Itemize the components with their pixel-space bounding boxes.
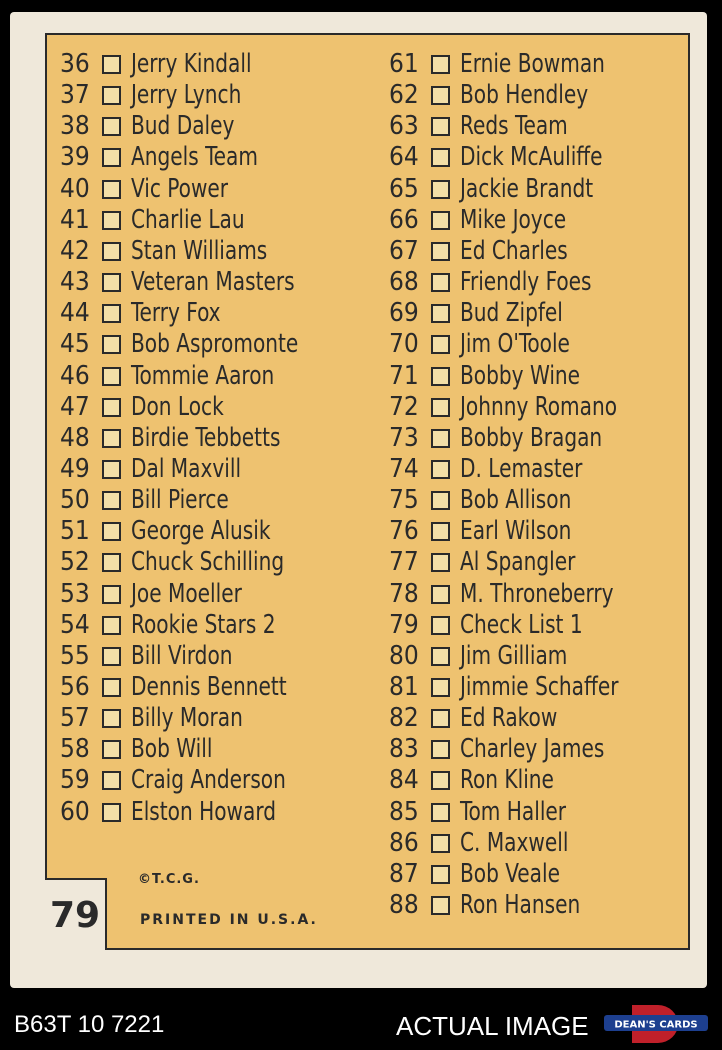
checklist-row xyxy=(389,49,629,80)
player-name: Bob Aspromonte xyxy=(131,329,299,360)
checkbox[interactable] xyxy=(102,148,121,167)
card-number-label: 45 xyxy=(60,329,90,360)
player-name: Bill Virdon xyxy=(131,640,233,671)
card-number-label: 62 xyxy=(389,80,419,111)
checklist-row xyxy=(60,205,263,236)
card-number-label: 41 xyxy=(60,204,90,235)
checkbox[interactable] xyxy=(102,180,121,199)
card-number-label: 56 xyxy=(60,672,90,702)
checkbox[interactable] xyxy=(431,117,450,136)
card-number-label: 81 xyxy=(389,672,419,702)
player-name: Bobby Wine xyxy=(460,360,581,391)
checkbox[interactable] xyxy=(431,896,450,915)
player-name: Dal Maxvill xyxy=(131,453,242,484)
checklist-row xyxy=(60,49,271,80)
checkbox[interactable] xyxy=(431,180,450,199)
card-number-label: 55 xyxy=(60,640,90,671)
checklist-row xyxy=(389,516,590,547)
printed-in-text: PRINTED IN U.S.A. xyxy=(140,912,318,928)
copyright-text: ©T.C.G. xyxy=(138,872,200,887)
player-name: Tommie Aaron xyxy=(131,360,275,391)
checklist-row xyxy=(60,765,311,796)
player-name: Bobby Bragan xyxy=(460,422,603,453)
checkbox[interactable] xyxy=(102,647,121,666)
card-number-label: 39 xyxy=(60,142,90,173)
card-number-label: 85 xyxy=(389,796,419,827)
checkbox[interactable] xyxy=(431,398,450,417)
checklist-row xyxy=(60,454,259,485)
player-name: Joe Moeller xyxy=(131,578,242,609)
checklist-row xyxy=(60,641,249,672)
player-name: Birdie Tebbetts xyxy=(131,422,281,453)
player-name: Ron Kline xyxy=(460,765,554,796)
card-number-label: 61 xyxy=(389,49,419,79)
deans-cards-logo xyxy=(604,1003,708,1045)
checklist-row xyxy=(389,703,573,734)
svg-text:DEAN'S CARDS: DEAN'S CARDS xyxy=(614,1019,698,1031)
checkbox[interactable] xyxy=(431,865,450,884)
checklist-row xyxy=(389,298,580,329)
checkbox[interactable] xyxy=(102,367,121,386)
checkbox[interactable] xyxy=(102,740,121,759)
player-name: Ernie Bowman xyxy=(460,49,605,79)
player-name: Al Spangler xyxy=(460,547,576,578)
checkbox[interactable] xyxy=(431,678,450,697)
checkbox[interactable] xyxy=(431,740,450,759)
card-number-label: 83 xyxy=(389,734,419,765)
player-name: Vic Power xyxy=(131,173,229,204)
checklist-row xyxy=(60,392,239,423)
player-name: Billy Moran xyxy=(131,703,243,734)
player-name: Tom Haller xyxy=(460,796,567,827)
checkbox[interactable] xyxy=(102,273,121,292)
card-number-label: 60 xyxy=(60,796,90,827)
checklist-row xyxy=(60,142,279,173)
player-name: Terry Fox xyxy=(131,298,221,329)
player-name: Angels Team xyxy=(131,142,258,173)
player-name: C. Maxwell xyxy=(460,827,569,858)
card-number-label: 80 xyxy=(389,640,419,671)
player-name: Bob Hendley xyxy=(460,80,589,111)
checklist-row xyxy=(389,579,639,610)
card-number-label: 47 xyxy=(60,391,90,422)
card-number-label: 67 xyxy=(389,235,419,266)
card-number-label: 44 xyxy=(60,298,90,329)
checklist-row xyxy=(60,610,299,641)
card-number-label: 64 xyxy=(389,142,419,173)
checkbox[interactable] xyxy=(431,803,450,822)
card-number-label: 36 xyxy=(60,49,90,79)
player-name: Bob Allison xyxy=(460,485,572,516)
player-name: Craig Anderson xyxy=(131,765,286,796)
checkbox[interactable] xyxy=(431,834,450,853)
checklist-row xyxy=(60,298,235,329)
card-number-label: 86 xyxy=(389,827,419,858)
checkbox[interactable] xyxy=(431,522,450,541)
player-name: Mike Joyce xyxy=(460,204,567,235)
player-name: Dick McAuliffe xyxy=(460,142,603,173)
player-name: Bob Will xyxy=(131,734,213,765)
card-number-label: 88 xyxy=(389,890,419,921)
checklist-row xyxy=(60,329,326,360)
checklist-row xyxy=(60,547,309,578)
checklist-row xyxy=(389,174,615,205)
checkbox[interactable] xyxy=(431,273,450,292)
card-number-label: 66 xyxy=(389,204,419,235)
card-number-label: 37 xyxy=(60,80,90,111)
checklist-row xyxy=(389,236,585,267)
checkbox[interactable] xyxy=(431,304,450,323)
player-name: Bud Zipfel xyxy=(460,298,563,329)
checkbox[interactable] xyxy=(431,616,450,635)
card-number: 79 xyxy=(45,878,107,950)
checkbox[interactable] xyxy=(102,86,121,105)
checkbox[interactable] xyxy=(102,335,121,354)
checkbox[interactable] xyxy=(431,491,450,510)
checklist-row xyxy=(60,797,300,828)
checkbox[interactable] xyxy=(431,647,450,666)
card-number-label: 82 xyxy=(389,703,419,734)
checkbox[interactable] xyxy=(431,148,450,167)
card-number-label: 40 xyxy=(60,173,90,204)
checklist-row xyxy=(389,797,583,828)
checklist-row xyxy=(60,267,321,298)
checklist-row xyxy=(389,765,569,796)
card-number-label: 51 xyxy=(60,516,90,547)
checklist-row xyxy=(60,516,293,547)
checklist-row xyxy=(389,859,576,890)
checklist-row xyxy=(389,267,613,298)
player-name: Jerry Lynch xyxy=(131,80,242,111)
checkbox[interactable] xyxy=(102,304,121,323)
player-name: Friendly Foes xyxy=(460,267,592,298)
card-number-label: 65 xyxy=(389,173,419,204)
player-name: Dennis Bennett xyxy=(131,672,287,702)
card-number-label: 50 xyxy=(60,485,90,516)
checkbox[interactable] xyxy=(431,242,450,261)
checkbox[interactable] xyxy=(102,211,121,230)
checklist-row xyxy=(389,828,586,859)
checklist-row xyxy=(389,142,626,173)
player-name: Stan Williams xyxy=(131,235,268,266)
checkbox[interactable] xyxy=(431,585,450,604)
player-name: Don Lock xyxy=(131,391,224,422)
checklist-row xyxy=(389,392,643,423)
checkbox[interactable] xyxy=(431,86,450,105)
checklist-row xyxy=(60,579,260,610)
player-name: Charlie Lau xyxy=(131,204,245,235)
checkbox[interactable] xyxy=(431,335,450,354)
checkbox[interactable] xyxy=(102,242,121,261)
card-number-label: 63 xyxy=(389,111,419,142)
checklist-row xyxy=(389,80,609,111)
checklist-row xyxy=(389,672,644,703)
player-name: D. Lemaster xyxy=(460,453,583,484)
checklist-row xyxy=(389,734,628,765)
player-name: Jackie Brandt xyxy=(460,173,594,204)
card-number-label: 68 xyxy=(389,267,419,298)
checkbox[interactable] xyxy=(102,55,121,74)
checkbox[interactable] xyxy=(431,367,450,386)
checkbox[interactable] xyxy=(102,491,121,510)
checklist-row xyxy=(389,205,583,236)
checklist-row xyxy=(60,423,305,454)
catalog-code: B63T 10 7221 xyxy=(14,1011,165,1038)
card-number-label: 79 xyxy=(389,609,419,640)
checklist-row xyxy=(389,361,600,392)
checklist-row xyxy=(60,734,226,765)
card-number-label: 59 xyxy=(60,765,90,796)
checklist-row xyxy=(389,547,594,578)
card-number-label: 84 xyxy=(389,765,419,796)
checkbox[interactable] xyxy=(102,553,121,572)
card-number-label: 43 xyxy=(60,267,90,298)
card-number-label: 69 xyxy=(389,298,419,329)
checklist-row xyxy=(60,672,312,703)
checkbox[interactable] xyxy=(102,771,121,790)
card-number-label: 76 xyxy=(389,516,419,547)
player-name: Jerry Kindall xyxy=(131,49,252,79)
checkbox[interactable] xyxy=(431,460,450,479)
player-name: Reds Team xyxy=(460,111,568,142)
card-number-label: 49 xyxy=(60,453,90,484)
card-number-label: 78 xyxy=(389,578,419,609)
checkbox[interactable] xyxy=(102,398,121,417)
checklist-row xyxy=(60,111,251,142)
card-number-label: 52 xyxy=(60,547,90,578)
checkbox[interactable] xyxy=(102,803,121,822)
checkbox[interactable] xyxy=(102,522,121,541)
card-number-label: 74 xyxy=(389,453,419,484)
player-name: Bob Veale xyxy=(460,858,560,889)
checkbox[interactable] xyxy=(102,678,121,697)
actual-image-label: ACTUAL IMAGE xyxy=(396,1011,589,1041)
player-name: Charley James xyxy=(460,734,605,765)
card-number-label: 53 xyxy=(60,578,90,609)
checklist-row xyxy=(389,641,585,672)
checklist-row xyxy=(60,174,244,205)
card-number-label: 46 xyxy=(60,360,90,391)
card-number-label: 71 xyxy=(389,360,419,391)
checkbox[interactable] xyxy=(431,211,450,230)
player-name: Earl Wilson xyxy=(460,516,572,547)
checkbox[interactable] xyxy=(102,117,121,136)
card-number-label: 57 xyxy=(60,703,90,734)
card-number-label: 48 xyxy=(60,422,90,453)
player-name: Jimmie Schaffer xyxy=(460,672,619,702)
player-name: Bud Daley xyxy=(131,111,235,142)
player-name: Rookie Stars 2 xyxy=(131,609,276,640)
player-name: Jim O'Toole xyxy=(460,329,570,360)
player-name: Ed Rakow xyxy=(460,703,558,734)
checkbox[interactable] xyxy=(431,553,450,572)
card-number-label: 75 xyxy=(389,485,419,516)
checkbox[interactable] xyxy=(102,616,121,635)
player-name: Ron Hansen xyxy=(460,890,581,921)
card-number-label: 70 xyxy=(389,329,419,360)
checkbox[interactable] xyxy=(102,709,121,728)
checkbox[interactable] xyxy=(431,709,450,728)
card-number-label: 58 xyxy=(60,734,90,765)
checklist-row xyxy=(60,361,298,392)
checklist-row xyxy=(389,890,600,921)
player-name: M. Throneberry xyxy=(460,578,614,609)
card-number-label: 54 xyxy=(60,609,90,640)
player-name: Chuck Schilling xyxy=(131,547,285,578)
checkbox[interactable] xyxy=(102,585,121,604)
player-name: Check List 1 xyxy=(460,609,583,640)
checklist-row xyxy=(389,485,589,516)
checklist-row xyxy=(389,423,625,454)
player-name: George Alusik xyxy=(131,516,271,547)
checklist-row xyxy=(389,610,603,641)
player-name: Jim Gilliam xyxy=(460,640,568,671)
checkbox[interactable] xyxy=(431,771,450,790)
card-number-label: 87 xyxy=(389,858,419,889)
checklist-row xyxy=(60,703,261,734)
checklist-row xyxy=(389,111,585,142)
card-number-label: 72 xyxy=(389,391,419,422)
checkbox[interactable] xyxy=(102,460,121,479)
player-name: Johnny Romano xyxy=(460,391,618,422)
checkbox[interactable] xyxy=(102,429,121,448)
card-number-label: 77 xyxy=(389,547,419,578)
player-name: Elston Howard xyxy=(131,796,276,827)
checklist-row xyxy=(60,80,259,111)
checklist-row xyxy=(60,485,245,516)
card-number-label: 38 xyxy=(60,111,90,142)
checklist-row xyxy=(389,329,588,360)
card-number-label: 42 xyxy=(60,235,90,266)
player-name: Ed Charles xyxy=(460,235,568,266)
checklist-row xyxy=(60,236,289,267)
card-number-label: 73 xyxy=(389,422,419,453)
player-name: Bill Pierce xyxy=(131,485,229,516)
checkbox[interactable] xyxy=(431,55,450,74)
checkbox[interactable] xyxy=(431,429,450,448)
checklist-row xyxy=(389,454,602,485)
player-name: Veteran Masters xyxy=(131,267,295,298)
